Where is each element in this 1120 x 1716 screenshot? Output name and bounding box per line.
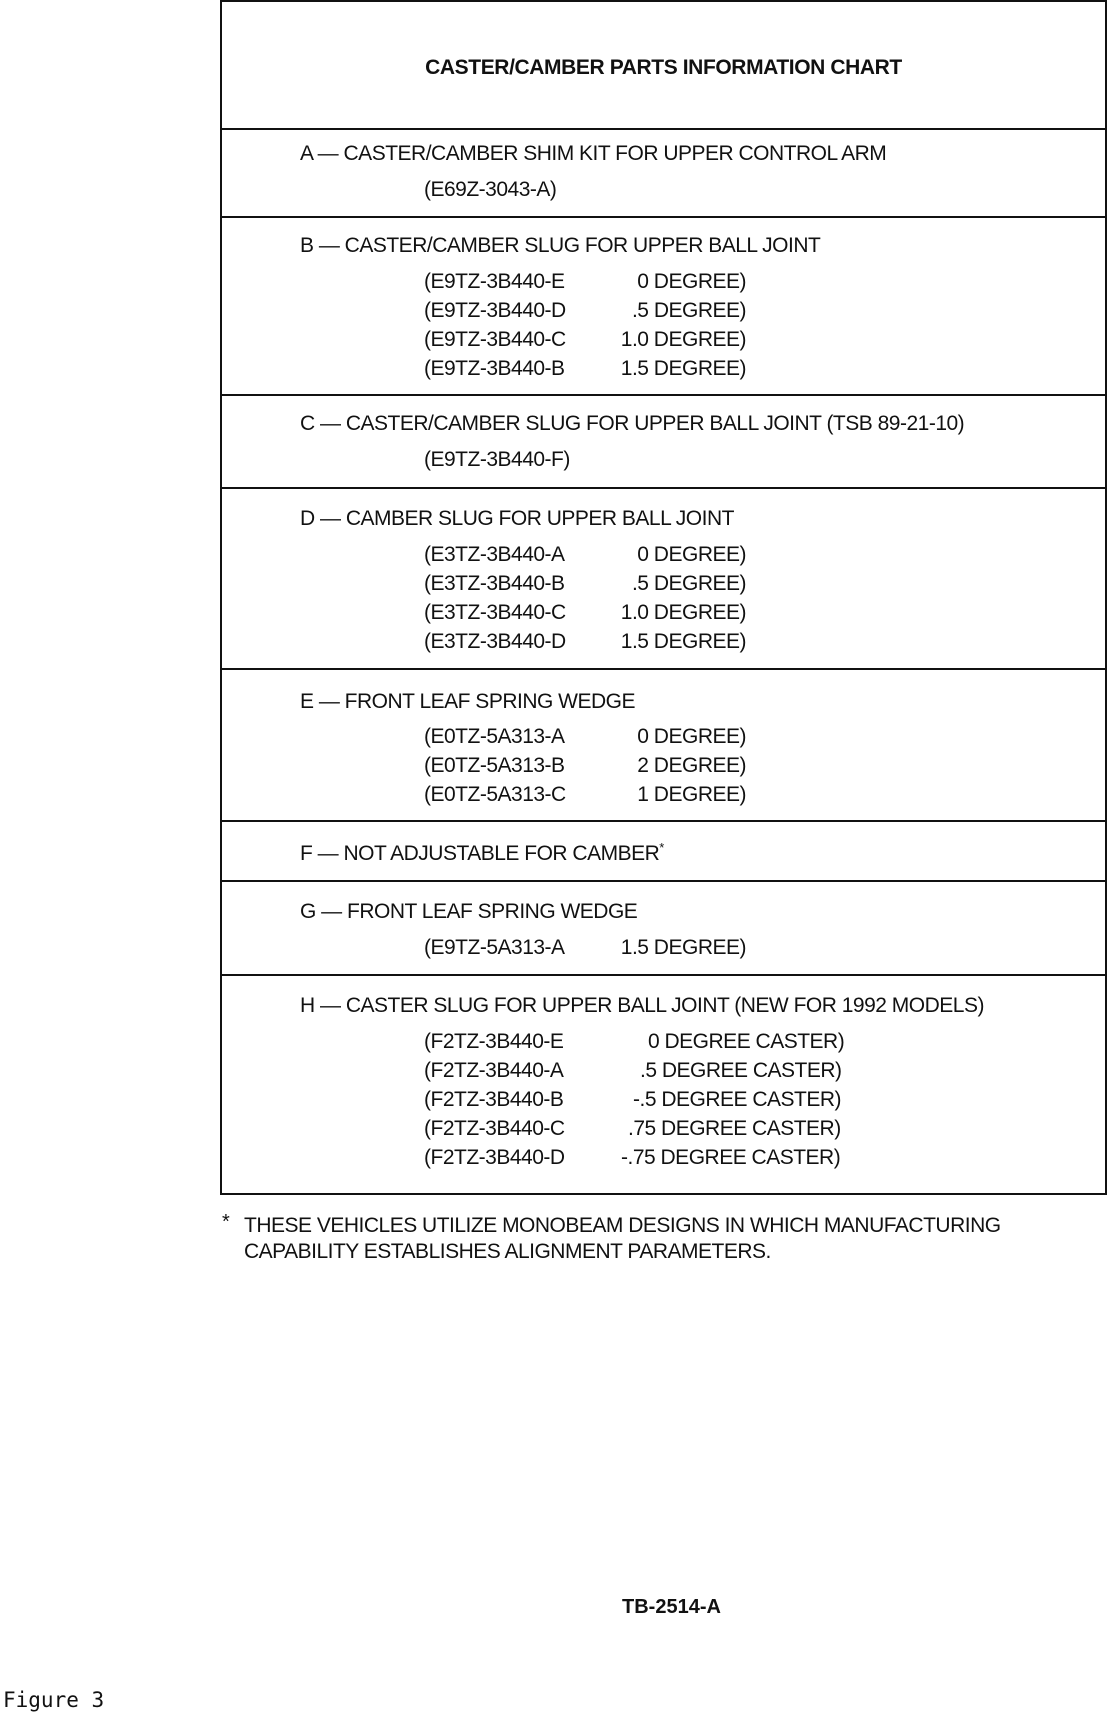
degree-value: 1.5 DEGREE) [620, 357, 746, 380]
section-g [222, 882, 1105, 976]
degree-value: .5 DEGREE CASTER) [640, 1059, 842, 1082]
chart-title: CASTER/CAMBER PARTS INFORMATION CHART [425, 56, 902, 79]
degree-value: 2 DEGREE) [637, 754, 746, 777]
part-row [424, 1117, 858, 1141]
part-number: (E69Z-3043-A) [424, 178, 557, 201]
part-number: (E3TZ-3B440-C [424, 601, 566, 624]
document-code: TB-2514-A [622, 1596, 721, 1618]
degree-value: 0 DEGREE) [637, 270, 746, 293]
part-row [424, 630, 746, 654]
part-row [424, 328, 746, 352]
section-h [222, 976, 1105, 1195]
part-row [424, 601, 746, 625]
footnote-mark: * [659, 840, 664, 855]
section-heading: E — FRONT LEAF SPRING WEDGE [300, 690, 635, 713]
section-heading-text: F — NOT ADJUSTABLE FOR CAMBER [300, 842, 660, 865]
part-number: (E3TZ-3B440-B [424, 572, 565, 595]
part-number: (E0TZ-5A313-A [424, 725, 565, 748]
degree-value: 0 DEGREE) [637, 543, 746, 566]
part-number: (E0TZ-5A313-B [424, 754, 565, 777]
part-number: (E9TZ-5A313-A [424, 936, 565, 959]
section-heading: D — CAMBER SLUG FOR UPPER BALL JOINT [300, 507, 734, 530]
section-heading: A — CASTER/CAMBER SHIM KIT FOR UPPER CONTROL ARM [300, 142, 887, 165]
footnote-line-2: CAPABILITY ESTABLISHES ALIGNMENT PARAMETERS. [244, 1240, 771, 1263]
part-row [424, 754, 746, 778]
footnote [222, 1213, 1082, 1265]
part-row [424, 299, 746, 323]
degree-value: .75 DEGREE CASTER) [628, 1117, 841, 1140]
part-number: (F2TZ-3B440-D [424, 1146, 565, 1169]
part-number: (E9TZ-3B440-B [424, 357, 565, 380]
part-number: (F2TZ-3B440-C [424, 1117, 565, 1140]
section-d [222, 489, 1105, 670]
part-row [424, 936, 746, 960]
footnote-mark: * [222, 1211, 230, 1233]
degree-value: .5 DEGREE) [631, 299, 746, 322]
part-number: (F2TZ-3B440-B [424, 1088, 564, 1111]
part-row [424, 270, 746, 294]
figure-label: Figure 3 [3, 1688, 105, 1712]
section-f [222, 822, 1105, 882]
part-number: (E3TZ-3B440-D [424, 630, 566, 653]
part-number: (E0TZ-5A313-C [424, 783, 566, 806]
degree-value: 1.0 DEGREE) [620, 328, 746, 351]
part-number: (E9TZ-3B440-F) [424, 448, 570, 471]
degree-value: -.5 DEGREE CASTER) [633, 1088, 842, 1111]
section-a [222, 128, 1105, 218]
section-heading [300, 840, 664, 866]
section-heading: C — CASTER/CAMBER SLUG FOR UPPER BALL JOINT (TSB 89-21-10) [300, 412, 965, 435]
part-row [424, 572, 746, 596]
part-number: (E3TZ-3B440-A [424, 543, 565, 566]
degree-value: -.75 DEGREE CASTER) [621, 1146, 841, 1169]
degree-value: 0 DEGREE) [637, 725, 746, 748]
part-row [424, 1146, 851, 1170]
part-row [424, 357, 746, 381]
degree-value: 1.0 DEGREE) [620, 601, 746, 624]
part-number: (F2TZ-3B440-A [424, 1059, 564, 1082]
degree-value: 1.5 DEGREE) [620, 630, 746, 653]
section-heading: B — CASTER/CAMBER SLUG FOR UPPER BALL JOINT [300, 234, 821, 257]
degree-value: 1.5 DEGREE) [620, 936, 746, 959]
degree-value: 1 DEGREE) [637, 783, 746, 806]
section-heading: G — FRONT LEAF SPRING WEDGE [300, 900, 638, 923]
degree-value: .5 DEGREE) [631, 572, 746, 595]
part-number: (E9TZ-3B440-D [424, 299, 566, 322]
chart-title-row [222, 0, 1105, 130]
section-b [222, 218, 1105, 396]
section-c [222, 396, 1105, 489]
part-row [424, 1059, 870, 1083]
part-number: (F2TZ-3B440-E [424, 1030, 564, 1053]
section-e [222, 670, 1105, 822]
section-heading: H — CASTER SLUG FOR UPPER BALL JOINT (NEW FOR 1992 MODELS) [300, 994, 984, 1017]
part-row [424, 783, 746, 807]
part-number: (E9TZ-3B440-E [424, 270, 565, 293]
parts-chart-table [220, 0, 1107, 1195]
part-row [424, 1088, 863, 1112]
degree-value: 0 DEGREE CASTER) [648, 1030, 845, 1053]
part-row [424, 725, 746, 749]
part-number: (E9TZ-3B440-C [424, 328, 566, 351]
footnote-line-1: THESE VEHICLES UTILIZE MONOBEAM DESIGNS IN WHICH MANUFACTURING [244, 1214, 1001, 1237]
part-row [424, 543, 746, 567]
part-row [424, 1030, 878, 1054]
